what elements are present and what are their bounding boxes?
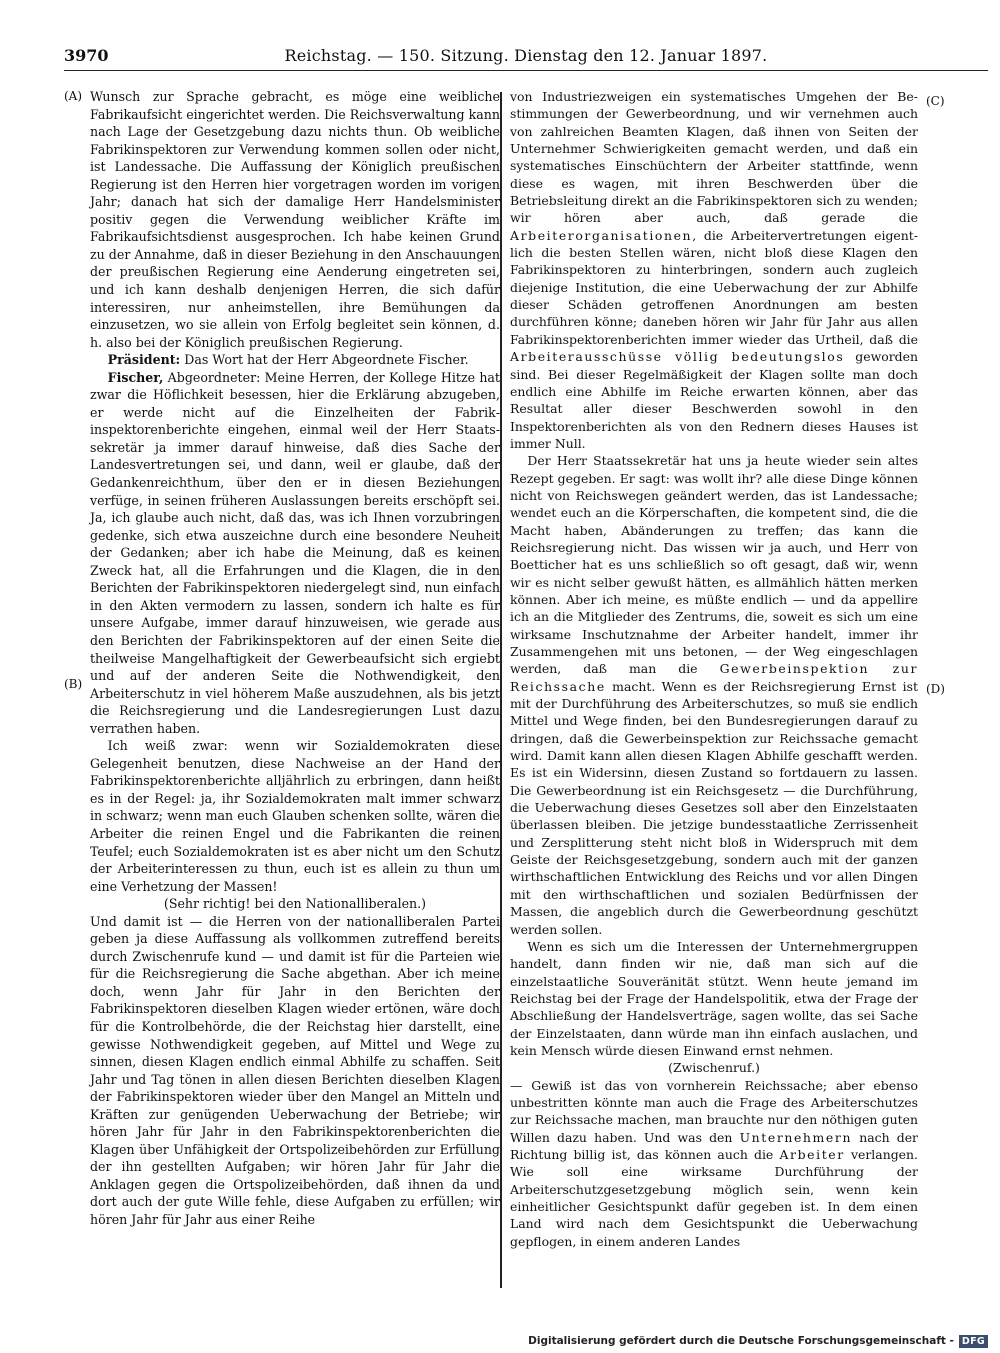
paragraph: Wenn es sich um die Interessen der Unternehmergruppen handelt, dann finden wir nie, daß man sich auf die einzelstaatliche Souveränität stützt. Wenn heute jemand im Reichstag bei der Frage der Handelspolitik, etwa der Frage der Abschließung der Handelsverträge, sagen wollte, das sei Sache der Einzelstaaten, dann würde man ihn einfach auslachen, und kein Mensch würde diesen Einwand ernst nehmen. [510,938,918,1058]
emphasis-text: Gewerbeinspektion zur Reichssache [510,661,918,694]
text-run: macht. Wenn es der Reichsregierung Ernst ist mit der Durchführung des Arbeiterschutzes, so muß sie endlich Mittel und Wege finden, bei den Bundesregierungen darauf zu dringen, daß die Gewerbeinspektion zur Reichssache gemacht wird. Damit kann allen diesen Klagen Abhilfe geschafft werden. Es ist ein Widersinn, diesen Zustand so fortdauern zu lassen. Die Gewerbeordnung ist ein Reichsgesetz — die Durchführung, die Ueberwachung dieses Gesetzes soll aber den Einzelstaaten überlassen bleiben. Die jetzige bundesstaatliche Zerrissenheit und Zersplitterung steht nicht bloß in Widerspruch mit dem Geiste der Reichsgesetzgebung, sondern auch mit der ganzen wirthschaftlichen Entwicklung des Reichs und vor allen Dingen mit den wirthschaftlichen und sozialen Bedürfnissen der Massen, die angeblich durch die Gewerbeordnung geschützt werden sollen. [510,678,918,937]
speaker-name: Präsident: [107,352,181,368]
paragraph [510,88,918,452]
text-run: nach der Richtung billig ist, das können auch die [510,1129,918,1162]
interjection: (Sehr richtig! bei den Nationalliberalen.) [163,896,427,912]
page-title: Reichstag. — 150. Sitzung. Dienstag den 12. Januar 1897. [284,46,768,65]
emphasis-text: Arbeiter [779,1146,845,1162]
speaker-name: Fischer, [107,369,164,385]
margin-marker-a: (A) [64,89,83,103]
text-run: Der Herr Staatssekretär hat uns ja heute wieder sein altes Rezept gegeben. Er sagt: was wollt ihr? alle diese Dinge können nicht von Reichswegen geändert werden, das ist Landessache; wendet euch an die Körperschaften, die kompetent sind, die die Macht haben, Abänderungen zu treffen; das kann die Reichsregierung nicht. Das wissen wir ja auch, und Herr von Boetticher hat es uns schließlich so oft gesagt, daß wir, wenn wir es nicht selber gewußt hätten, es allmählich hätten merken können. Aber ich meine, es müßte endlich — und da appellire ich an die Mitglieder des Zentrums, die, soweit es sich um eine wirksame Inschutznahme der Arbeiter handelt, immer ihr Zusammengehen mit uns betonen, — der Weg eingeschlagen werden, daß man die [510,453,918,677]
paragraph: Und damit ist — die Herren von der nationalliberalen Partei geben ja diese Auffassung als vollkommen zutreffend bereits durch Zwischenrufe kund — und damit ist für die Parteien wie für die Reichsregierung die Sache abgethan. Aber ich meine doch, wenn Jahr für Jahr in den Berichten der Fabrikinspektoren dieselben Klagen wieder ertönen, wäre doch für die Kontrolbehörde, die der Reichstag hier darstellt, eine gewisse Nothwendigkeit gegeben, auf Mittel und Wege zu sinnen, diesen Klagen endlich einmal Abhilfe zu schaffen. Seit Jahr und Tag tönen in allen diesen Berichten dieselben Klagen der Fabrikinspektoren wieder über den Mangel an Mitteln und Kräften zur genügenden Ueberwachung der Betriebe; wir hören Jahr für Jahr in den Fabrikinspektorenberichten die Klagen über Unfähigkeit der Ortspolizeibehörden zur Erfüllung der ihn gestellten Aufgaben; wir hören Jahr für Jahr die Anklagen gegen die Ortspolizeibehörden, daß ihnen da und dort auch der gute Wille fehle, diese Aufgaben zu erfüllen; wir hören Jahr für Jahr aus einer Reihe [90,913,500,1227]
text-run: geworden sind. Bei dieser Regelmäßigkeit der Klagen sollte man doch endlich eine Abhilfe im Reiche erwarten können, aber das Resultat aller dieser Beschwerden sowohl in den Inspektorenberichten als von den Rednern dieses Hauses ist immer Null. [510,349,918,451]
emphasis-text: Arbeiterausschüsse völlig bedeutungslos [510,349,845,365]
text-run: von Industriezweigen ein systematisches Umgehen der Bestimmungen der Gewerbeordnung, und wir vernehmen auch von zahlreichen Beamten Klagen, daß ihnen von Seiten der Unternehmer Schwierigkeiten gemacht werden, und daß ein systematisches Einschüchtern der Arbeiter stattfinde, wenn diese es wagen, mit ihren Beschwerden über die Betriebsleitung direkt an die Fabrikinspektoren sich zu wenden; wir hören aber auch, daß gerade die [510,89,918,226]
paragraph: Wunsch zur Sprache gebracht, es möge eine weibliche Fabrikaufsicht eingerichtet werden. Die Reichsverwaltung kann nach Lage der Gesetzgebung dazu nichts thun. Ob weibliche Fabrikinspektoren zur Verwendung kommen sollen oder nicht, ist Landessache. Die Auffassung der Königlich preußischen Regierung ist den Herren hier vorgetragen worden im vorigen Jahr; danach hat sich der damalige Herr Handelsminister positiv gegen die Verwendung weiblicher Kräfte im Fabrikaufsichtsdienst ausgesprochen. Ich habe keinen Grund zu der Annahme, daß in dieser Beziehung in den Anschauungen der preußischen Regierung eine Aenderung eingetreten sei, und ich kann deshalb denjenigen Herren, die sich dafür interessiren, nur anheimstellen, ihre Bemühungen da einzusetzen, wo sie allein von Erfolg begleitet sein können, d. h. also bei der Königlich preußischen Regierung. [90,89,500,350]
emphasis-text: Arbeiterorganisationen [510,227,693,243]
text-run: verlangen. Wie soll eine wirksame Durchführung der Arbeiterschutzgesetzgebung möglich sein, wenn kein einheitlicher Gesichtspunkt dafür gegeben ist. In dem einen Land wird nach dem Gesichtspunkt die Ueberwachung gepflogen, in einem anderen Landes [510,1146,918,1249]
paragraph-fischer [90,369,500,737]
speech-text: Das Wort hat der Herr Abgeordnete Fischer. [180,352,469,368]
footer-credit [528,1333,988,1349]
left-column [90,88,500,1229]
paragraph [510,1077,918,1250]
footer-text: Digitalisierung gefördert durch die Deutsche Forschungsgemeinschaft - [528,1335,954,1347]
margin-marker-d: (D) [926,682,945,696]
column-divider [500,92,502,1288]
paragraph [510,452,918,938]
text-run: , die Arbeitervertretungen eigentlich die besten Stellen wären, nicht bloß diese Klagen den Fabrikinspektoren zu hinterbringen, sondern auch zugleich diejenige Institution, die eine Ueberwachung der zur Abhilfe dieser Schäden getroffenen Anordnungen am besten durchführen könne; daneben hören wir Jahr für Jahr aus allen Fabrikinspektorenberichten immer wieder das Urtheil, daß die [510,227,918,347]
margin-marker-c: (C) [926,94,945,108]
paragraph: Ich weiß zwar: wenn wir Sozialdemokraten diese Gelegenheit benutzen, diese Nachweise an der Hand der Fabrikinspektorenberichte alljährlich zu erbringen, dann heißt es in der Regel: ja, ihr Sozialdemokraten malt immer schwarz in schwarz; wenn man euch Glauben schenken sollte, wären die Arbeiter die reinen Engel und die Fabrikanten die reinen Teufel; euch Sozialdemokraten ist es aber nicht um den Schutz der Arbeiterinteressen zu thun, euch ist es allein zu thun um eine Verhetzung der Massen! [90,738,500,894]
right-column [510,88,918,1250]
dfg-logo: DFG [959,1335,988,1348]
speech-text: Abgeordneter: Meine Herren, der Kollege Hitze hat zwar die Höflichkeit besessen, hier die Erklärung abzugeben, er werde nicht auf die Einzelheiten der Fabrikinspektorenberichte eingehen, einmal weil der Herr Staatssekretär ja immer darauf hinweise, daß dies Sache der Landesvertretungen sei, und dann, weil er glaube, daß der Gedankenreichthum, über den er in diesen Beziehungen verfüge, in seinen früheren Auslassungen bereits erschöpft sei. Ja, ich glaube auch nicht, daß das, was ich Ihnen vorzubringen gedenke, sich etwa auszeichne durch eine besondere Neuheit der Gedanken; aber ich habe die Meinung, daß es keinen Zweck hat, all die Erfahrungen und die Klagen, die in den Berichten der Fabrikinspektoren niedergelegt sind, nun einfach in den Akten vermodern zu lassen, sondern ich halte es für unsere Aufgabe, immer darauf hinzuweisen, wie gerade aus den Berichten der Fabrikinspektoren auf der einen Seite die theilweise Mangelhaftigkeit der Gewerbeaufsicht sich ergiebt und auf der anderen Seite die Nothwendigkeit, den Arbeiterschutz in viel höherem Maße auszudehnen, als bis jetzt die Reichsregierung und die Landesregierungen Lust dazu verrathen haben. [90,369,500,736]
paragraph-president [90,351,500,369]
page-number: 3970 [64,46,109,65]
emphasis-text: Unternehmern [739,1129,853,1145]
interjection: (Zwischenruf.) [668,1060,760,1076]
page-header [64,44,988,71]
margin-marker-b: (B) [64,677,83,691]
text-run: — Gewiß ist das von vornherein Reichssache; aber ebenso unbestritten könnte man auch die Frage des Arbeiterschutzes zur Reichssache machen, man brauchte nur den nöthigen guten Willen dazu haben. Und was den [510,1077,918,1145]
